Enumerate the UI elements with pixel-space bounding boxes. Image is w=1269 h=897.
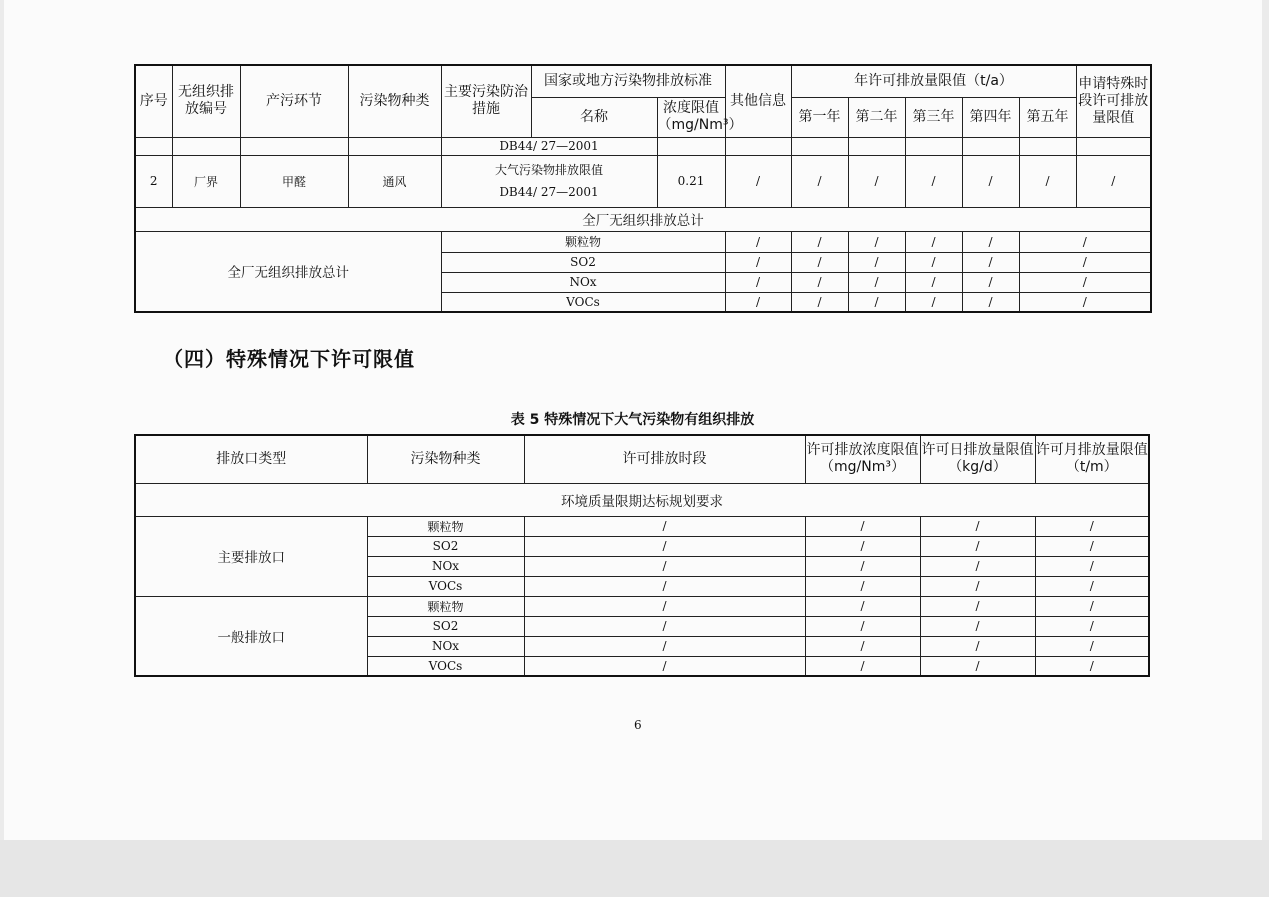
- main-nox-conc: /: [805, 556, 920, 576]
- total-nox-y1: /: [791, 272, 848, 292]
- total-pm-y1: /: [791, 231, 848, 252]
- cell: [791, 137, 848, 155]
- main-outlet-label: 主要排放口: [135, 516, 367, 596]
- main-nox-monthly: /: [1035, 556, 1149, 576]
- scanner-margin: [0, 840, 1269, 897]
- cell: [240, 137, 348, 155]
- row2-pollutant: 通风: [348, 155, 441, 207]
- total-pm-y5: /: [1019, 231, 1151, 252]
- general-so2-monthly: /: [1035, 616, 1149, 636]
- header-standard-name: 名称: [531, 97, 657, 137]
- main-nox-period: /: [524, 556, 805, 576]
- row2-seq: 2: [135, 155, 172, 207]
- main-nox-daily: /: [920, 556, 1035, 576]
- main-vocs-period: /: [524, 576, 805, 596]
- continued-standard-code: DB44/ 27—2001: [441, 137, 657, 155]
- cell: [348, 137, 441, 155]
- cell: [135, 137, 172, 155]
- total-vocs-other: /: [725, 292, 791, 312]
- header-seq: 序号: [135, 65, 172, 137]
- row2-year-2: /: [848, 155, 905, 207]
- header-pollutant-type: 污染物种类: [348, 65, 441, 137]
- total-so2-y3: /: [905, 252, 962, 272]
- row2-special: /: [1076, 155, 1151, 207]
- total-pm-y4: /: [962, 231, 1019, 252]
- header-outlet-type: 排放口类型: [135, 435, 367, 483]
- quality-banner: 环境质量限期达标规划要求: [135, 483, 1149, 516]
- general-pm-period: /: [524, 596, 805, 616]
- header-permit-period: 许可排放时段: [524, 435, 805, 483]
- total-pollutant-so2: SO2: [441, 252, 725, 272]
- general-nox-conc: /: [805, 636, 920, 656]
- total-nox-y4: /: [962, 272, 1019, 292]
- main-pm-daily: /: [920, 516, 1035, 536]
- general-nox-period: /: [524, 636, 805, 656]
- row2-code: 厂界: [172, 155, 240, 207]
- total-so2-other: /: [725, 252, 791, 272]
- cell: [1019, 137, 1076, 155]
- total-vocs-y2: /: [848, 292, 905, 312]
- cell: [725, 137, 791, 155]
- total-label: 全厂无组织排放总计: [135, 231, 441, 312]
- header-process: 产污环节: [240, 65, 348, 137]
- general-nox-monthly: /: [1035, 636, 1149, 656]
- total-vocs-y4: /: [962, 292, 1019, 312]
- header-other-info: 其他信息: [725, 65, 791, 137]
- total-nox-y3: /: [905, 272, 962, 292]
- general-pm-monthly: /: [1035, 596, 1149, 616]
- cell: [905, 137, 962, 155]
- header-monthly-limit: 许可月排放量限值（t/m）: [1035, 435, 1149, 483]
- main-pm-conc: /: [805, 516, 920, 536]
- table-special-emissions: [134, 434, 1150, 677]
- total-pollutant-nox: NOx: [441, 272, 725, 292]
- total-nox-y5: /: [1019, 272, 1151, 292]
- header-fugitive-code: 无组织排放编号: [172, 65, 240, 137]
- total-vocs-y1: /: [791, 292, 848, 312]
- table5-caption: [0, 409, 1269, 429]
- main-pollutant-nox: NOx: [367, 556, 524, 576]
- total-pollutant-pm: 颗粒物: [441, 231, 725, 252]
- header-annual-limit: 年许可排放量限值（t/a）: [791, 65, 1076, 97]
- header-conc-limit: 许可排放浓度限值（mg/Nm³）: [805, 435, 920, 483]
- header-year-5: 第五年: [1019, 97, 1076, 137]
- general-vocs-monthly: /: [1035, 656, 1149, 676]
- total-vocs-y5: /: [1019, 292, 1151, 312]
- section-title: （四）特殊情况下许可限值: [163, 347, 415, 371]
- cell: [962, 137, 1019, 155]
- cell: [1076, 137, 1151, 155]
- main-so2-daily: /: [920, 536, 1035, 556]
- header-year-1: 第一年: [791, 97, 848, 137]
- general-vocs-period: /: [524, 656, 805, 676]
- total-vocs-y3: /: [905, 292, 962, 312]
- page-number: 6: [634, 718, 642, 732]
- row2-standard: [441, 155, 657, 207]
- row2-limit: 0.21: [657, 155, 725, 207]
- table5-caption-text: 表 5 特殊情况下大气污染物有组织排放: [510, 412, 755, 428]
- total-nox-other: /: [725, 272, 791, 292]
- total-pm-y3: /: [905, 231, 962, 252]
- general-so2-period: /: [524, 616, 805, 636]
- total-so2-y1: /: [791, 252, 848, 272]
- main-vocs-conc: /: [805, 576, 920, 596]
- general-pm-daily: /: [920, 596, 1035, 616]
- general-pollutant-pm: 颗粒物: [367, 596, 524, 616]
- row2-year-5: /: [1019, 155, 1076, 207]
- table-row: [135, 155, 1151, 207]
- total-banner: 全厂无组织排放总计: [135, 207, 1151, 231]
- general-outlet-label: 一般排放口: [135, 596, 367, 676]
- general-vocs-daily: /: [920, 656, 1035, 676]
- total-pm-other: /: [725, 231, 791, 252]
- general-pollutant-so2: SO2: [367, 616, 524, 636]
- main-pollutant-vocs: VOCs: [367, 576, 524, 596]
- cell: [657, 137, 725, 155]
- cell: [172, 137, 240, 155]
- total-so2-y5: /: [1019, 252, 1151, 272]
- general-vocs-conc: /: [805, 656, 920, 676]
- general-so2-conc: /: [805, 616, 920, 636]
- main-vocs-monthly: /: [1035, 576, 1149, 596]
- main-so2-conc: /: [805, 536, 920, 556]
- total-so2-y4: /: [962, 252, 1019, 272]
- row2-process: 甲醛: [240, 155, 348, 207]
- header-year-2: 第二年: [848, 97, 905, 137]
- header-special-period: 申请特殊时段许可排放量限值: [1076, 65, 1151, 137]
- main-so2-period: /: [524, 536, 805, 556]
- general-nox-daily: /: [920, 636, 1035, 656]
- row2-standard-code: DB44/ 27—2001: [499, 185, 599, 199]
- main-pollutant-so2: SO2: [367, 536, 524, 556]
- header-control-measures: 主要污染防治措施: [441, 65, 531, 137]
- row2-other: /: [725, 155, 791, 207]
- row2-year-1: /: [791, 155, 848, 207]
- row2-standard-name: 大气污染物排放限值: [494, 163, 603, 177]
- row2-year-3: /: [905, 155, 962, 207]
- header-daily-limit: 许可日排放量限值（kg/d）: [920, 435, 1035, 483]
- main-pm-period: /: [524, 516, 805, 536]
- general-pollutant-vocs: VOCs: [367, 656, 524, 676]
- general-so2-daily: /: [920, 616, 1035, 636]
- cell: [848, 137, 905, 155]
- total-so2-y2: /: [848, 252, 905, 272]
- concentration-unit: （mg/Nm³）: [657, 117, 743, 133]
- general-pollutant-nox: NOx: [367, 636, 524, 656]
- header-concentration-limit: [657, 97, 743, 137]
- main-pm-monthly: /: [1035, 516, 1149, 536]
- table-fugitive-emissions: [134, 64, 1152, 313]
- total-pm-y2: /: [848, 231, 905, 252]
- total-nox-y2: /: [848, 272, 905, 292]
- general-pm-conc: /: [805, 596, 920, 616]
- main-vocs-daily: /: [920, 576, 1035, 596]
- main-so2-monthly: /: [1035, 536, 1149, 556]
- header-pollutant-type: 污染物种类: [367, 435, 524, 483]
- header-year-4: 第四年: [962, 97, 1019, 137]
- header-year-3: 第三年: [905, 97, 962, 137]
- header-emission-standard: 国家或地方污染物排放标准: [531, 65, 725, 97]
- total-pollutant-vocs: VOCs: [441, 292, 725, 312]
- concentration-limit-label: 浓度限值: [663, 100, 719, 116]
- main-pollutant-pm: 颗粒物: [367, 516, 524, 536]
- row2-year-4: /: [962, 155, 1019, 207]
